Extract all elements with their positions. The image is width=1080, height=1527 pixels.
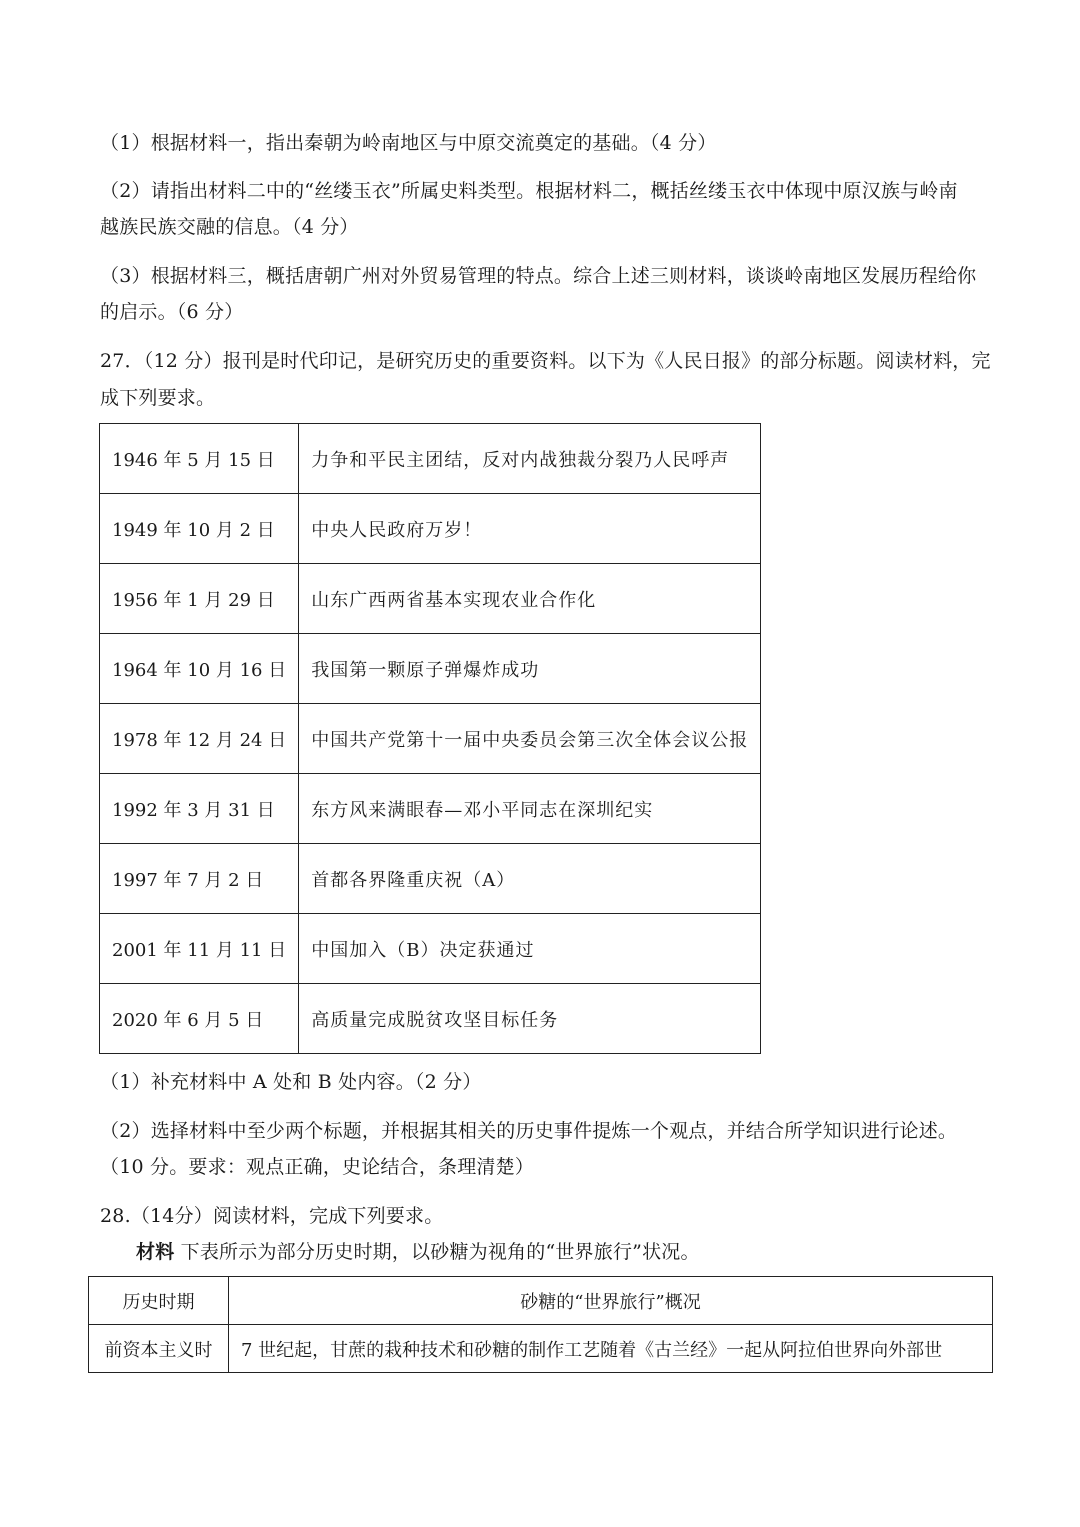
- headline-date: 1946 年 5 月 15 日: [100, 424, 299, 494]
- q26-sub3-line2: 的启示。（6 分）: [100, 301, 244, 323]
- headline-date: 2020 年 6 月 5 日: [100, 984, 299, 1054]
- q27-intro-line1: 27．（12 分）报刊是时代印记，是研究历史的重要资料。以下为《人民日报》的部分标题。阅读材料，完: [100, 350, 991, 372]
- q27-sub1: （1）补充材料中 A 处和 B 处内容。（2 分）: [100, 1071, 482, 1093]
- headline-title: 中央人民政府万岁！: [299, 494, 761, 564]
- headline-title: 中国共产党第十一届中央委员会第三次全体会议公报: [299, 704, 761, 774]
- headline-title: 首都各界隆重庆祝（A）: [299, 844, 761, 914]
- header-desc: 砂糖的“世界旅行”概况: [229, 1277, 993, 1325]
- headline-date: 2001 年 11 月 11 日: [100, 914, 299, 984]
- row-desc: 7 世纪起，甘蔗的栽种技术和砂糖的制作工艺随着《古兰经》一起从阿拉伯世界向外部世: [229, 1325, 993, 1373]
- table-row: [100, 424, 761, 494]
- q28-intro: 28.（14分）阅读材料，完成下列要求。: [100, 1205, 444, 1227]
- headline-title: 山东广西两省基本实现农业合作化: [299, 564, 761, 634]
- headline-date: 1949 年 10 月 2 日: [100, 494, 299, 564]
- headline-date: 1964 年 10 月 16 日: [100, 634, 299, 704]
- table-header-row: [89, 1277, 993, 1325]
- table-row: [100, 634, 761, 704]
- headline-date: 1997 年 7 月 2 日: [100, 844, 299, 914]
- q27-intro-line2: 成下列要求。: [100, 387, 216, 409]
- headline-date: 1956 年 1 月 29 日: [100, 564, 299, 634]
- q27-sub2-line1: （2）选择材料中至少两个标题，并根据其相关的历史事件提炼一个观点，并结合所学知识进行论述。: [100, 1120, 958, 1142]
- headline-title: 我国第一颗原子弹爆炸成功: [299, 634, 761, 704]
- header-period: 历史时期: [89, 1277, 229, 1325]
- table-row: [100, 704, 761, 774]
- q26-sub2-line1: （2）请指出材料二中的“丝缕玉衣”所属史料类型。根据材料二，概括丝缕玉衣中体现中原汉族与岭南: [100, 180, 958, 202]
- q27-sub2-line2: （10 分。要求：观点正确，史论结合，条理清楚）: [100, 1156, 535, 1178]
- row-period: 前资本主义时: [89, 1325, 229, 1373]
- q26-sub1: （1）根据材料一，指出秦朝为岭南地区与中原交流奠定的基础。（4 分）: [100, 132, 717, 154]
- table-row: [89, 1325, 993, 1373]
- headline-date: 1978 年 12 月 24 日: [100, 704, 299, 774]
- material-text: 下表所示为部分历史时期，以砂糖为视角的“世界旅行”状况。: [174, 1241, 700, 1263]
- q26-sub2-line2: 越族民族交融的信息。（4 分）: [100, 216, 359, 238]
- headline-date: 1992 年 3 月 31 日: [100, 774, 299, 844]
- table-row: [100, 494, 761, 564]
- headline-title: 中国加入（B）决定获通过: [299, 914, 761, 984]
- table-row: [100, 564, 761, 634]
- material-label: 材料: [136, 1241, 175, 1263]
- headline-title: 力争和平民主团结，反对内战独裁分裂乃人民呼声: [299, 424, 761, 494]
- q26-sub3-line1: （3）根据材料三，概括唐朝广州对外贸易管理的特点。综合上述三则材料，谈谈岭南地区发展历程给你: [100, 265, 977, 287]
- headlines-table: [99, 423, 761, 1054]
- table-row: [100, 774, 761, 844]
- table-row: [100, 844, 761, 914]
- sugar-table: [88, 1276, 993, 1373]
- q28-material: [136, 1240, 700, 1264]
- headline-title: 东方风来满眼春—邓小平同志在深圳纪实: [299, 774, 761, 844]
- headline-title: 高质量完成脱贫攻坚目标任务: [299, 984, 761, 1054]
- table-row: [100, 984, 761, 1054]
- table-row: [100, 914, 761, 984]
